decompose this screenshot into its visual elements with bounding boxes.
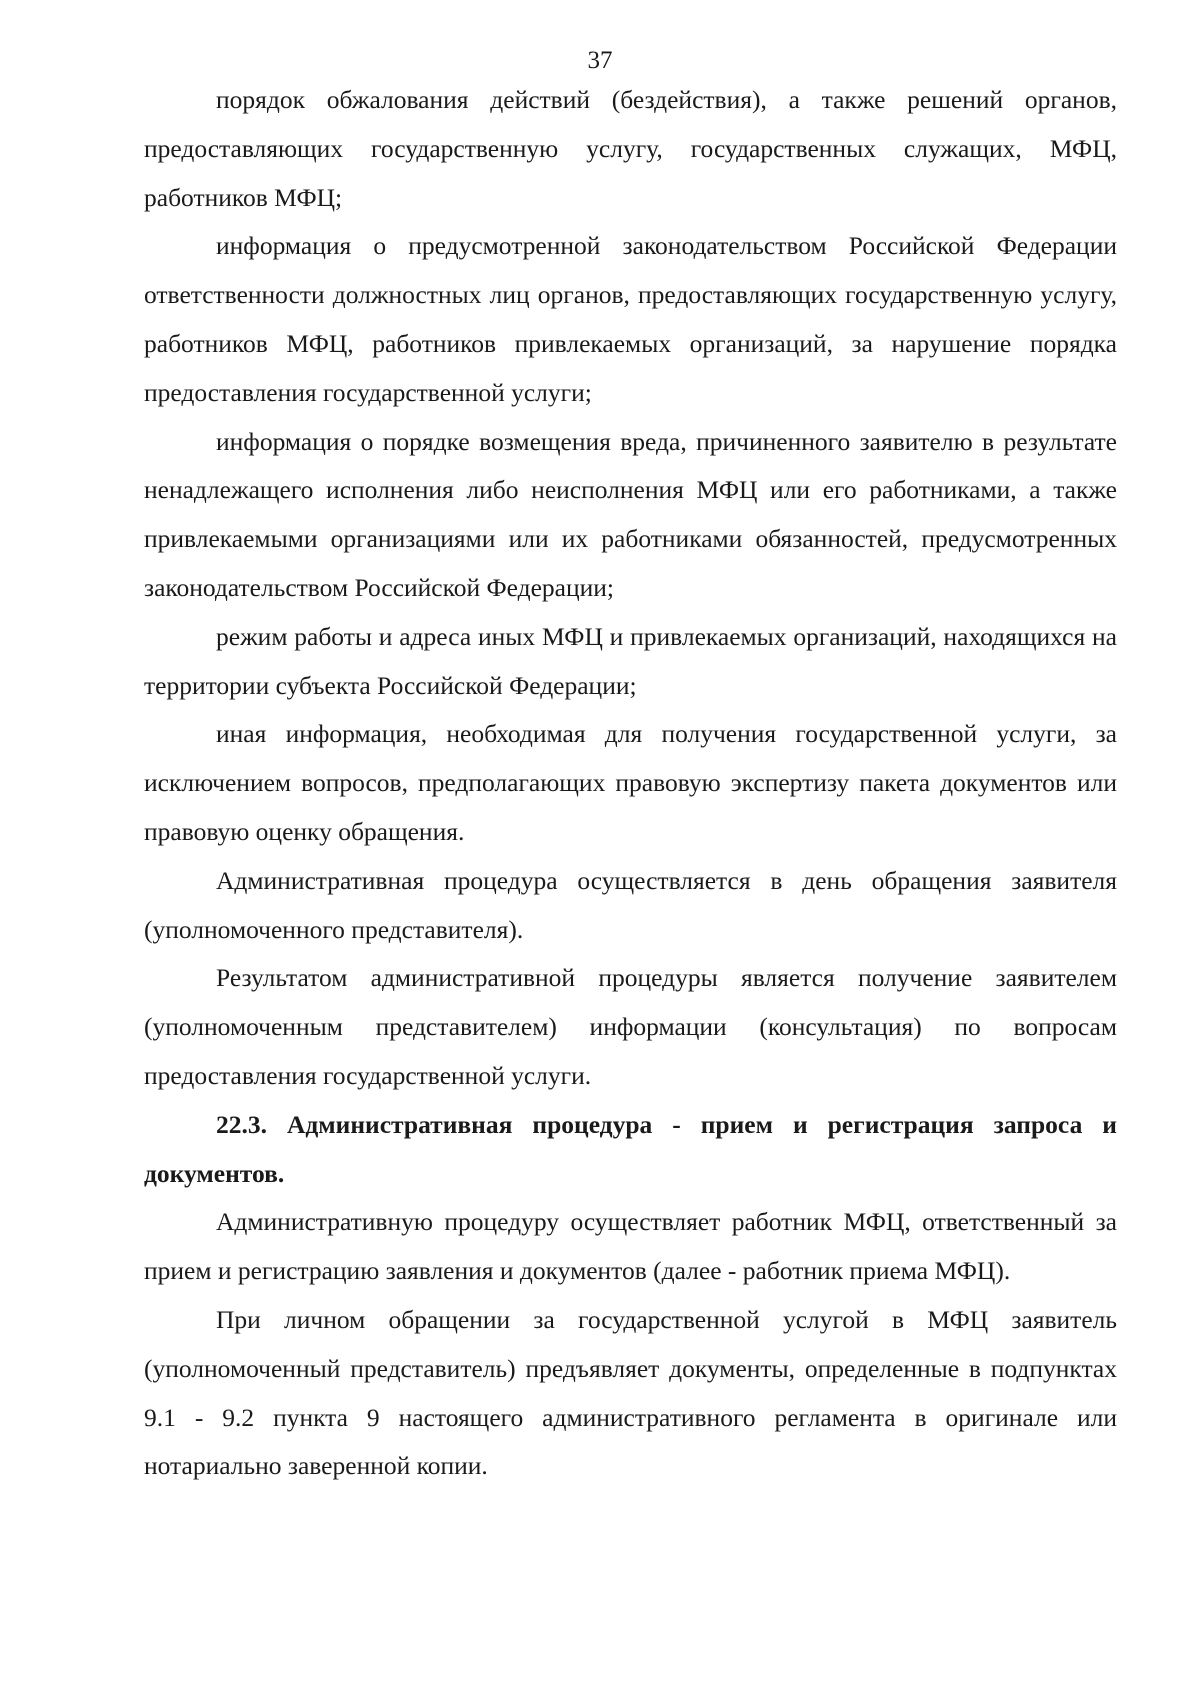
- paragraph-procedure-timing: Административная процедура осуществляется в день обращения заявителя (уполномоченного представителя).: [144, 865, 1117, 944]
- paragraph-responsible-worker: Административную процедуру осуществляет работник МФЦ, ответственный за прием и регистрацию заявления и документов (далее - работник приема МФЦ).: [144, 1207, 1117, 1286]
- paragraph-procedure-result: Результатом административной процедуры является получение заявителем (уполномоченным представителем) информации (консультация) по вопросам предоставления государственной услуги.: [144, 963, 1117, 1090]
- paragraph-other-info: иная информация, необходимая для получения государственной услуги, за исключением вопросов, предполагающих правовую экспертизу пакета документов или правовую оценку обращения.: [144, 719, 1117, 846]
- paragraph-working-hours: режим работы и адреса иных МФЦ и привлекаемых организаций, находящихся на территории субъекта Российской Федерации;: [144, 621, 1117, 700]
- paragraph-liability-info: информация о предусмотренной законодательством Российской Федерации ответственности должностных лиц органов, предоставляющих государственную услугу, работников МФЦ, работников привлекаемых организаций, за нарушение порядка предоставления государственной услуги;: [144, 231, 1117, 407]
- paragraph-personal-appeal: При личном обращении за государственной услугой в МФЦ заявитель (уполномоченный представитель) предъявляет документы, определенные в подпунктах 9.1 - 9.2 пункта 9 настоящего административного регламента в оригинале или нотариально заверенной копии.: [144, 1304, 1117, 1481]
- page-number: 37: [587, 47, 613, 74]
- paragraph-appeal-procedure: порядок обжалования действий (бездействия), а также решений органов, предоставляющих государственную услугу, государственных служащих, МФЦ, работников МФЦ;: [144, 85, 1117, 212]
- paragraph-damage-compensation: информация о порядке возмещения вреда, причиненного заявителю в результате ненадлежащего исполнения либо неисполнения МФЦ или его работниками, а также привлекаемыми организациями или их работниками обязанностей, предусмотренных законодательством Российской Федерации;: [144, 426, 1117, 602]
- document-body: [144, 76, 1117, 1491]
- section-heading: 22.3. Административная процедура - прием и регистрация запроса и документов.: [144, 1109, 1117, 1188]
